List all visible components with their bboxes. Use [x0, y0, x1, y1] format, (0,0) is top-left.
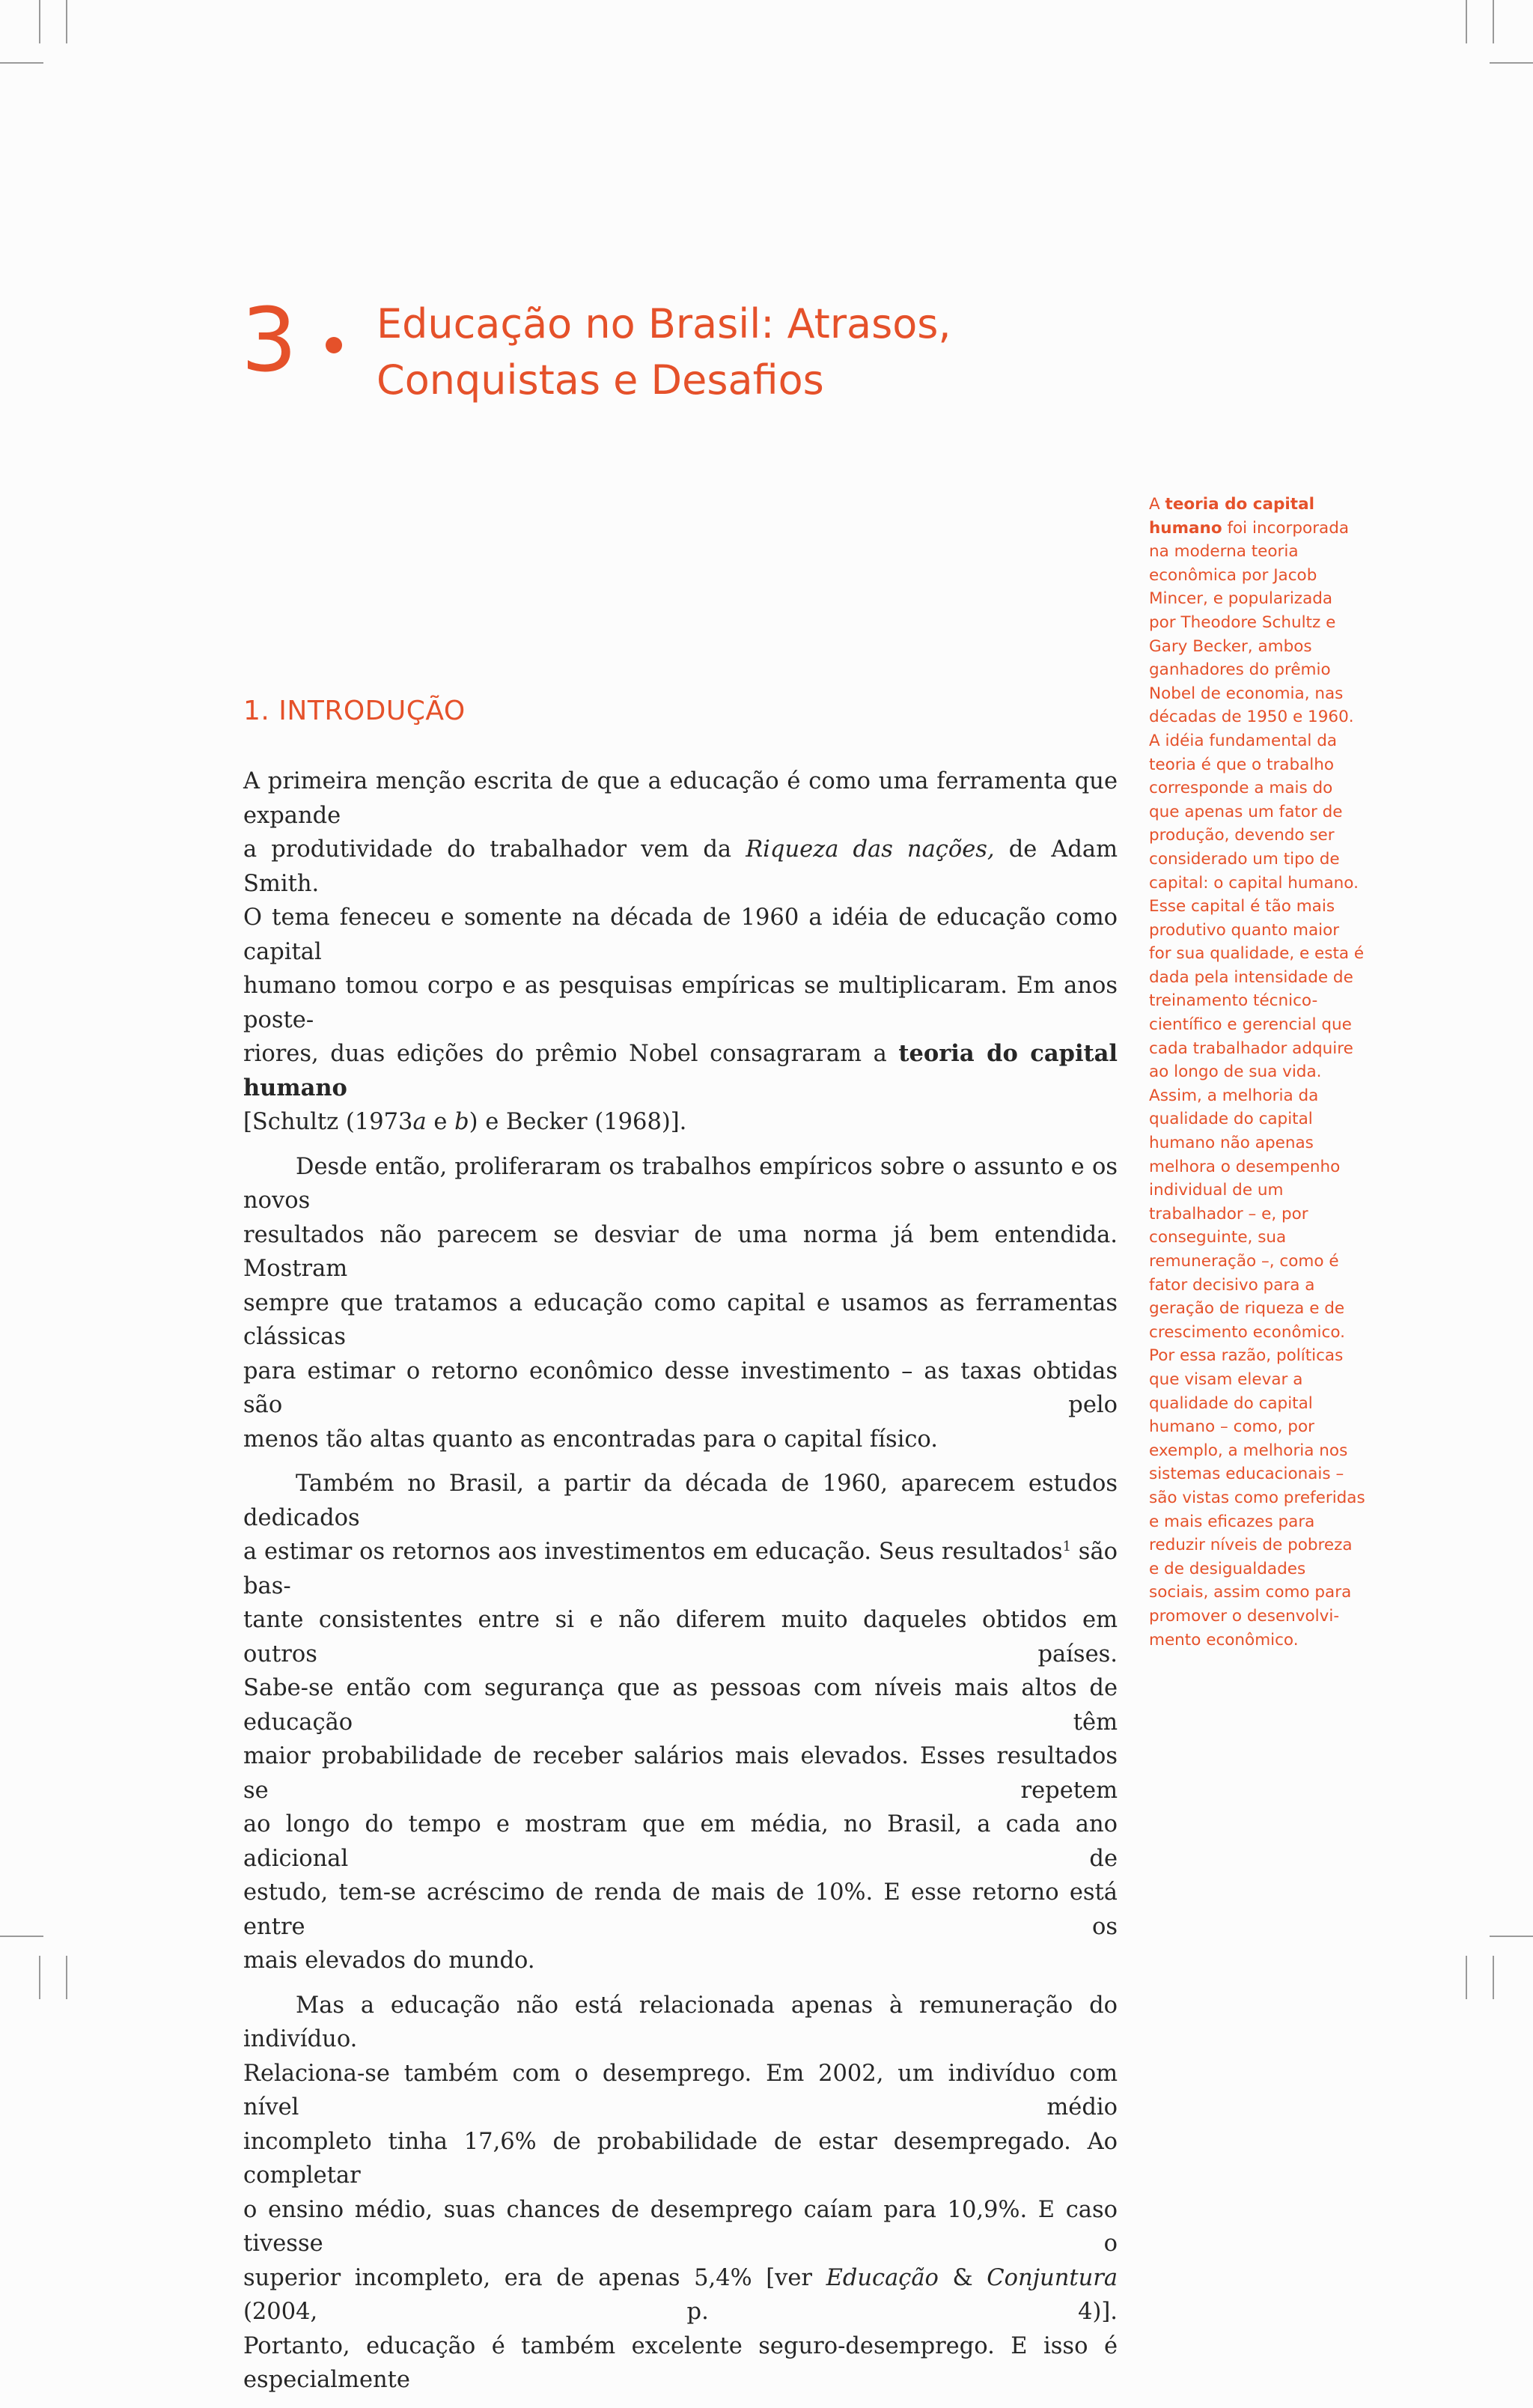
key-term: teoria do capital humano — [243, 1040, 1118, 1101]
sidebar-line: produção, devendo ser — [1149, 826, 1335, 845]
section-heading: 1. INTRODUÇÃO — [243, 696, 466, 726]
sidebar-line: promover o desenvolvi- — [1149, 1606, 1340, 1626]
text-span: Educação — [826, 2264, 939, 2291]
text-line: tante consistentes entre si e não diferem muito daqueles obtidos em outros países. — [243, 1607, 1118, 1667]
text-span: Conjuntura — [987, 2264, 1118, 2291]
sidebar-line: qualidade do capital — [1149, 1393, 1313, 1413]
sidebar-line: e de desigualdades — [1149, 1559, 1306, 1578]
sidebar-line: cada trabalhador adquire — [1149, 1039, 1353, 1058]
text-line: mais elevados do mundo. — [243, 1948, 535, 1974]
text-span: & — [938, 2264, 987, 2291]
sidebar-line: sociais, assim como para — [1149, 1583, 1352, 1602]
text-line: para estimar o retorno econômico desse investimento – as taxas obtidas são pelo — [243, 1357, 1118, 1418]
sidebar-line: Assim, a melhoria da — [1149, 1086, 1319, 1105]
paragraph-4 — [243, 1989, 1118, 2398]
text-span: (2004, p. 4)]. — [243, 2299, 1118, 2325]
sidebar-line: fator decisivo para a — [1149, 1275, 1315, 1295]
sidebar-line: for sua qualidade, e esta é — [1149, 944, 1365, 964]
text-line: A primeira menção escrita de que a educação é como uma ferramenta que expande — [243, 768, 1118, 829]
key-term: teoria do capital — [1165, 495, 1314, 514]
sidebar-line: geração de riqueza e de — [1149, 1299, 1345, 1319]
sidebar-line — [1149, 493, 1374, 517]
crop-mark — [39, 0, 40, 43]
crop-mark — [1466, 0, 1467, 43]
sidebar-line: produtivo quanto maior — [1149, 920, 1340, 940]
sidebar-line: individual de um — [1149, 1181, 1284, 1200]
crop-mark — [66, 0, 67, 43]
crop-mark — [1490, 62, 1533, 64]
sidebar-line: científico e gerencial que — [1149, 1015, 1352, 1035]
text-line: Sabe-se então com segurança que as pessoas com níveis mais altos de educação têm — [243, 1675, 1118, 1736]
sidebar-line: considerado um tipo de — [1149, 849, 1340, 869]
text-line: Mas a educação não está relacionada apenas à remuneração do indivíduo. — [243, 1992, 1118, 2052]
text-line: Relaciona-se também com o desemprego. Em 2002, um indivíduo com nível médio — [243, 2060, 1118, 2120]
chapter-title-line: Conquistas e Desafios — [377, 356, 824, 404]
text-line: O tema feneceu e somente na década de 1960 a idéia de educação como capital — [243, 904, 1118, 965]
sidebar-line: reduzir níveis de pobreza — [1149, 1536, 1353, 1555]
crop-mark — [1466, 1956, 1467, 1999]
crop-mark — [1490, 1936, 1533, 1937]
book-title: Riqueza das nações, — [746, 836, 995, 863]
sidebar-line: humano – como, por — [1149, 1417, 1314, 1437]
text-span: A — [1149, 495, 1165, 514]
crop-mark — [0, 62, 43, 64]
text-span: e — [426, 1109, 455, 1135]
footnote-ref[interactable]: 1 — [1062, 1538, 1072, 1554]
text-span: a estimar os retornos aos investimentos em educação. Seus resultados — [243, 1539, 1063, 1565]
sidebar-lines — [1149, 540, 1374, 1652]
sidebar-line: décadas de 1950 e 1960. — [1149, 708, 1354, 727]
sidebar-line: capital: o capital humano. — [1149, 873, 1359, 893]
sidebar-line: treinamento técnico- — [1149, 991, 1318, 1011]
text-span: foi incorporada — [1222, 518, 1350, 538]
text-line: menos tão altas quanto as encontradas para o capital físico. — [243, 1426, 938, 1453]
sidebar-line: e mais eficazes para — [1149, 1512, 1315, 1531]
sidebar-line: por Theodore Schultz e — [1149, 612, 1336, 632]
text-span: superior incompleto, era de apenas 5,4% [ver — [243, 2264, 826, 2291]
key-term: humano — [1149, 518, 1222, 538]
sidebar-line — [1149, 517, 1374, 541]
text-line: resultados não parecem se desviar de uma norma já bem entendida. Mostram — [243, 1221, 1118, 1282]
crop-mark — [1493, 1956, 1494, 1999]
crop-mark — [66, 1956, 67, 1999]
text-line — [243, 2261, 1118, 2329]
sidebar-line: teoria é que o trabalho — [1149, 755, 1335, 774]
sidebar-line: crescimento econômico. — [1149, 1322, 1345, 1342]
sidebar-line: conseguinte, sua — [1149, 1228, 1287, 1247]
sidebar-line: Gary Becker, ambos — [1149, 636, 1312, 656]
text-line: sempre que tratamos a educação como capital e usamos as ferramentas clássicas — [243, 1289, 1118, 1350]
text-line — [243, 1535, 1118, 1603]
text-line — [243, 833, 1118, 901]
sidebar-line: mento econômico. — [1149, 1630, 1299, 1650]
sidebar-line: sistemas educacionais – — [1149, 1465, 1344, 1484]
text-span: a produtividade do trabalhador vem da — [243, 836, 746, 863]
chapter-bullet — [326, 337, 342, 353]
sidebar-line: Esse capital é tão mais — [1149, 897, 1335, 916]
text-line: humano tomou corpo e as pesquisas empíricas se multiplicaram. Em anos poste- — [243, 973, 1118, 1033]
body-text — [243, 764, 1118, 2408]
sidebar-line: exemplo, a melhoria nos — [1149, 1441, 1348, 1460]
sidebar-line: qualidade do capital — [1149, 1110, 1313, 1129]
sidebar-line: que apenas um fator de — [1149, 802, 1343, 821]
sidebar-line: ao longo de sua vida. — [1149, 1062, 1322, 1082]
crop-mark — [39, 1956, 40, 1999]
text-line — [243, 1105, 1118, 1140]
sidebar-line: humano não apenas — [1149, 1134, 1314, 1153]
crop-mark — [1493, 0, 1494, 43]
sidebar-line: trabalhador – e, por — [1149, 1204, 1308, 1223]
sidebar-line: ganhadores do prêmio — [1149, 660, 1331, 680]
sidebar-line: são vistas como preferidas — [1149, 1488, 1365, 1507]
text-line: o ensino médio, suas chances de desemprego caíam para 10,9%. E caso tivesse o — [243, 2196, 1118, 2257]
sidebar-line: remuneração –, como é — [1149, 1252, 1339, 1271]
sidebar-line: na moderna teoria — [1149, 542, 1299, 562]
text-line — [243, 1037, 1118, 1105]
text-line: ao longo do tempo e mostram que em média, no Brasil, a cada ano adicional de — [243, 1811, 1118, 1872]
paragraph-1 — [243, 764, 1118, 1140]
text-line: Também no Brasil, a partir da década de 1960, aparecem estudos dedicados — [243, 1471, 1118, 1531]
text-line: incompleto tinha 17,6% de probabilidade de estar desempregado. Ao completar — [243, 2128, 1118, 2189]
crop-mark — [0, 1936, 43, 1937]
sidebar-line: que visam elevar a — [1149, 1369, 1303, 1389]
chapter-number: 3 — [241, 288, 298, 392]
sidebar-line: corresponde a mais do — [1149, 779, 1333, 798]
chapter-title-line: Educação no Brasil: Atrasos, — [377, 300, 951, 347]
sidebar-line: A idéia fundamental da — [1149, 731, 1338, 750]
chapter-title — [377, 296, 1050, 408]
paragraph-2 — [243, 1150, 1118, 1457]
text-line: Desde então, proliferaram os trabalhos empíricos sobre o assunto e os novos — [243, 1153, 1118, 1214]
text-span: riores, duas edições do prêmio Nobel consagraram a — [243, 1041, 899, 1067]
text-span: a — [412, 1109, 427, 1135]
text-span: são bas- — [243, 1539, 1118, 1599]
text-span: de Adam Smith. — [243, 836, 1118, 897]
text-span: ) e Becker (1968)]. — [469, 1109, 687, 1135]
text-line: Portanto, educação é também excelente seguro-desemprego. E isso é especialmente — [243, 2332, 1118, 2393]
text-line: maior probabilidade de receber salários mais elevados. Esses resultados se repetem — [243, 1743, 1118, 1804]
text-span: b — [454, 1109, 469, 1135]
sidebar-line: Nobel de economia, nas — [1149, 684, 1344, 703]
sidebar-line: Mincer, e popularizada — [1149, 589, 1333, 609]
sidebar-line: melhora o desempenho — [1149, 1157, 1341, 1176]
text-line: estudo, tem-se acréscimo de renda de mais de 10%. E esse retorno está entre os — [243, 1879, 1118, 1940]
sidebar-line: dada pela intensidade de — [1149, 967, 1353, 987]
paragraph-3 — [243, 1467, 1118, 1978]
sidebar-line: Por essa razão, políticas — [1149, 1346, 1344, 1366]
text-span: [Schultz (1973 — [243, 1109, 413, 1135]
sidebar-line: econômica por Jacob — [1149, 565, 1317, 585]
margin-note — [1149, 493, 1374, 1652]
